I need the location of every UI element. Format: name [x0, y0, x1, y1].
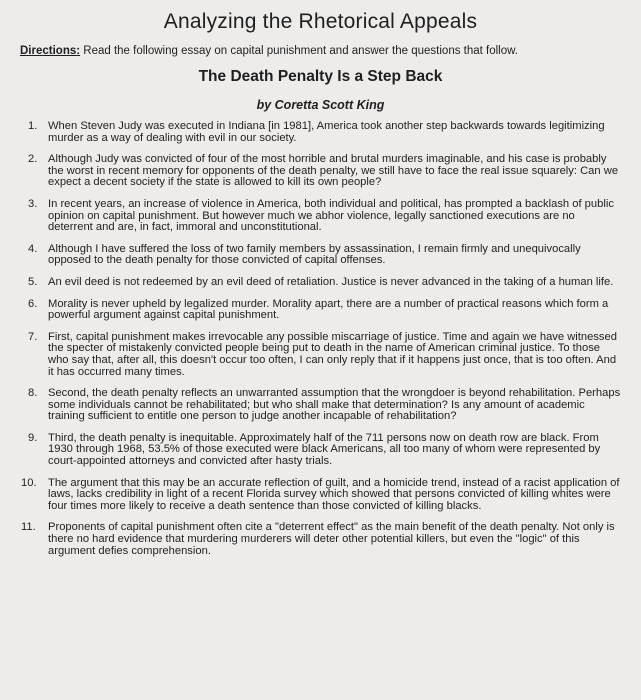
- directions: [20, 44, 621, 58]
- paragraph-text: When Steven Judy was executed in Indiana [in 1981], America took another step backwards towards legitimizing murder as a way of dealing with evil in our society.: [48, 120, 605, 144]
- essay-paragraphs: [20, 121, 621, 557]
- paragraph-text: An evil deed is not redeemed by an evil deed of retaliation. Justice is never advanced in the taking of a human life.: [48, 275, 614, 288]
- paragraph: [20, 277, 621, 289]
- directions-text: Read the following essay on capital punishment and answer the questions that follow.: [83, 45, 518, 57]
- paragraph-number: 4.: [28, 242, 38, 255]
- paragraph-number: 1.: [28, 120, 38, 132]
- paragraph: [20, 299, 621, 322]
- paragraph: [20, 388, 621, 423]
- paragraph: [20, 522, 621, 557]
- paragraph-text: Although I have suffered the loss of two family members by assassination, I remain firmly and unequivocally opposed to the death penalty for those convicted of capital offenses.: [48, 242, 581, 267]
- essay-author: by Coretta Scott King: [256, 98, 385, 112]
- paragraph-text: Morality is never upheld by legalized murder. Morality apart, there are a number of practical reasons which form a powerful argument against capital punishment.: [48, 297, 609, 322]
- paragraph-text: Proponents of capital punishment often cite a "deterrent effect" as the main benefit of the death penalty. Not only is there no hard evidence that murdering murderers will deter other potential killers, but even the "logic" of this argument defies comprehension.: [48, 521, 615, 557]
- paragraph: [20, 433, 621, 468]
- paragraph-number: 3.: [28, 197, 38, 210]
- paragraph-text: In recent years, an increase of violence in America, both individual and political, has prompted a backlash of public opinion on capital punishment. But however much we abhor violence, legally sanctioned executions are no deterrent and are, in fact, immoral and unconstitutional.: [48, 197, 614, 234]
- paragraph: [20, 154, 621, 189]
- paragraph-number: 2.: [28, 153, 38, 166]
- paragraph-text: First, capital punishment makes irrevocable any possible miscarriage of justice. Time and again we have witnessed the specter of mistakenly convicted people being put to death in the name of American criminal justice. To those who say that, after all, this doesn't occur too often, I can only reply that if it happens just once, that is too often. And it has occurred many times.: [48, 330, 617, 378]
- paragraph: [20, 121, 621, 144]
- paragraph-number: 10.: [21, 476, 37, 489]
- paragraph: [20, 478, 621, 513]
- paragraph-text: The argument that this may be an accurate reflection of guilt, and a homicide trend, instead of a racist application of laws, lacks credibility in light of a recent Florida survey which showed that persons convicted of killing whites were four times more likely to receive a death sentence than those convicted of killing blacks.: [48, 476, 620, 512]
- paragraph-text: Although Judy was convicted of four of the most horrible and brutal murders imaginable, and his case is probably the worst in recent memory for opponents of the death penalty, we still have to face the real issue squarely: Can we expect a decent society if the state is allowed to kill its own people?: [48, 153, 619, 189]
- paragraph-text: Second, the death penalty reflects an unwarranted assumption that the wrongdoer is beyond rehabilitation. Perhaps some individuals cannot be rehabilitated; but who shall make that determination? Is any amount of academic training sufficient to entitle one person to judge another incapable of rehabilitation?: [48, 387, 621, 423]
- page-title: Analyzing the Rhetorical Appeals: [163, 10, 478, 33]
- essay-title: The Death Penalty Is a Step Back: [198, 68, 443, 85]
- paragraph-number: 5.: [28, 275, 38, 288]
- paragraph-number: 11.: [21, 521, 36, 534]
- paragraph-number: 9.: [28, 431, 38, 444]
- paragraph-number: 7.: [28, 330, 38, 343]
- paragraph-text: Third, the death penalty is inequitable. Approximately half of the 711 persons now on death row are black. From 1930 through 1968, 53.5% of those executed were black Americans, all too many of whom were represented by court-appointed attorneys and convicted after hasty trials.: [48, 431, 601, 468]
- paragraph: [20, 244, 621, 267]
- paragraph: [20, 199, 621, 234]
- paragraph: [20, 332, 621, 378]
- paragraph-number: 6.: [28, 297, 38, 310]
- directions-label: Directions:: [20, 45, 81, 57]
- paragraph-number: 8.: [28, 387, 38, 400]
